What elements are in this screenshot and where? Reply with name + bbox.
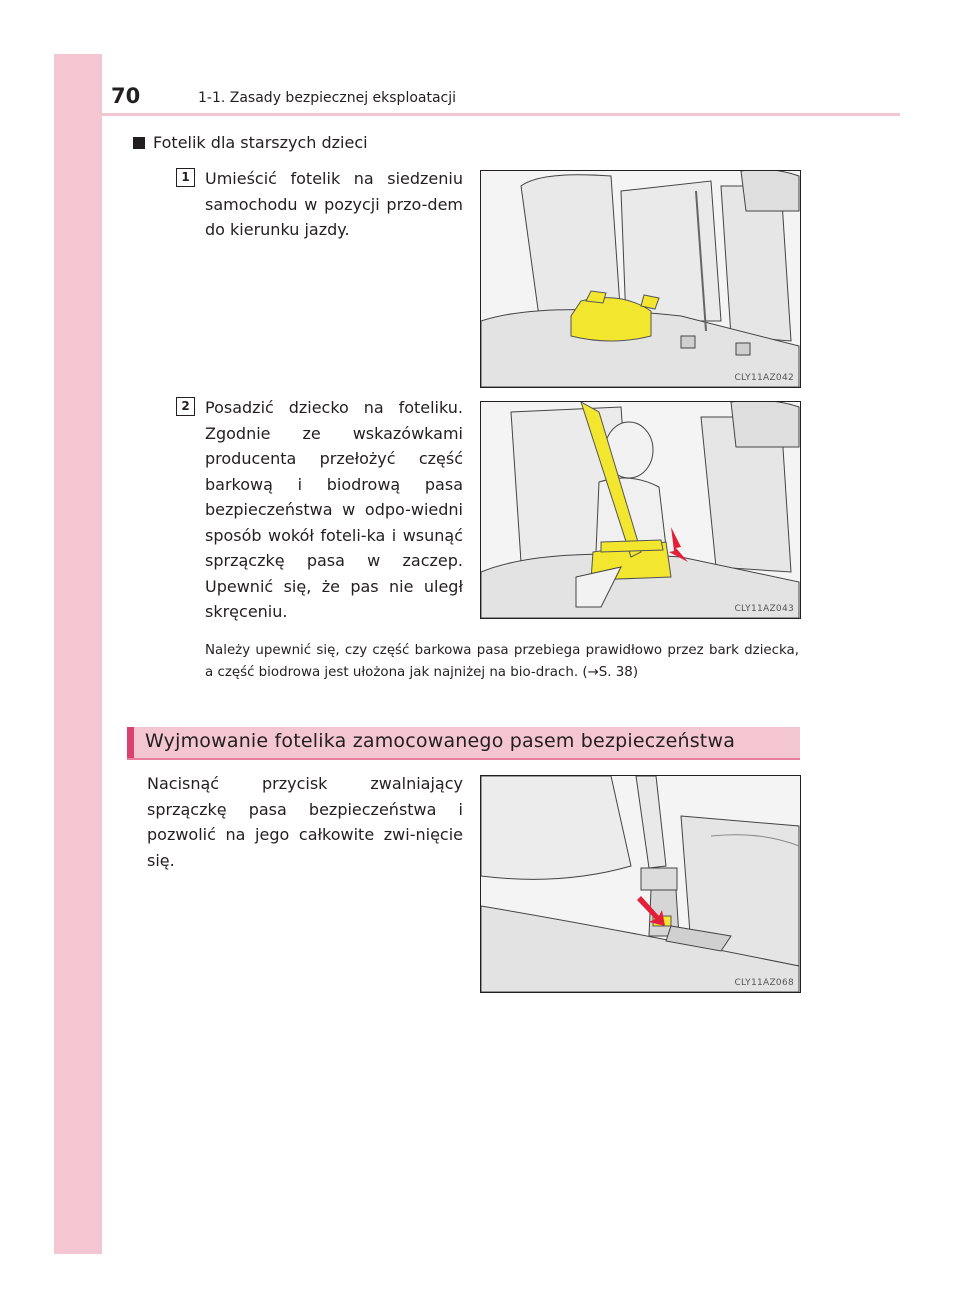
figure-code: CLY11AZ042 <box>734 373 794 383</box>
figure-code: CLY11AZ068 <box>734 978 794 988</box>
page-number: 70 <box>111 84 141 108</box>
band-title: Wyjmowanie fotelika zamocowanego pasem bezpieczeństwa <box>145 730 736 752</box>
band-accent-bar <box>127 727 134 758</box>
removal-text: Nacisnąć przycisk zwalniający sprzączkę pasa bezpieczeństwa i pozwolić na jego całkowite zwi-nięcie się. <box>147 774 463 870</box>
step-2-number: 2 <box>176 397 195 416</box>
figure-buckle-release <box>480 775 801 993</box>
header-divider <box>102 113 900 116</box>
square-bullet-icon <box>133 137 145 149</box>
note-text: Należy upewnić się, czy część barkowa pasa przebiega prawidłowo przez bark dziecka, a część biodrowa jest ułożona jak najniżej na bio-drach. (→S. 38) <box>205 643 799 680</box>
chapter-title: 1-1. Zasady bezpiecznej eksploatacji <box>198 90 457 106</box>
figure-child-on-booster <box>480 401 801 619</box>
section-band <box>127 727 800 760</box>
step-2-text: Posadzić dziecko na foteliku. Zgodnie ze wskazówkami producenta przełożyć część barkową i biodrową pasa bezpieczeństwa w odpo-wiedni sposób wokół foteli-ka i wsunąć sprzączkę pasa w zaczep. Upewnić się, że pas nie uległ skręceniu. <box>205 398 463 621</box>
step-1-number: 1 <box>176 168 195 187</box>
figure-code: CLY11AZ043 <box>734 604 794 614</box>
section-heading <box>133 133 368 152</box>
step-1-text: Umieścić fotelik na siedzeniu samochodu w pozycji przo-dem do kierunku jazdy. <box>205 169 463 239</box>
figure-booster-on-seat <box>480 170 801 388</box>
section-title: Fotelik dla starszych dzieci <box>153 133 368 152</box>
side-color-strip <box>54 54 102 1254</box>
